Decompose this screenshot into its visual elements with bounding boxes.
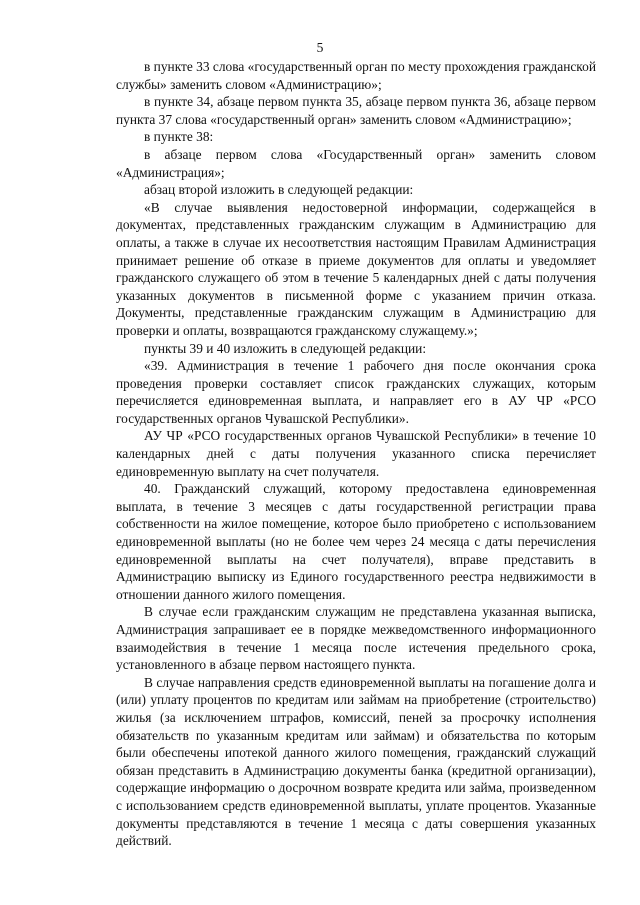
paragraph-1: в пункте 33 слова «государственный орган по месту прохождения гражданской службы» заменить словом «Администрацию»; <box>116 59 596 92</box>
paragraph-7: пункты 39 и 40 изложить в следующей редакции: <box>144 340 427 356</box>
paragraph-2: в пункте 34, абзаце первом пункта 35, абзаце первом пункта 36, абзаце первом пункта 37 слова «государственный орган» заменить словом «Администрацию»; <box>116 94 596 127</box>
document-body <box>116 58 596 850</box>
paragraph-4: в абзаце первом слова «Государственный орган» заменить словом «Администрация»; <box>116 146 596 180</box>
paragraph-6: «В случае выявления недостоверной информации, содержащейся в документах, представленных гражданским служащим в Администрацию для оплаты, а также в случае их несоответствия настоящим Правилам Администрация принимает решение об отказе в приеме документов для оплаты и уведомляет гражданского служащего об этом в течение 5 календарных дней с даты получения указанных документов в письменной форме с указанием причин отказа. Документы, представленные гражданским служащим в Администрацию для проверки и оплаты, возвращаются гражданскому служащему.»; <box>116 199 596 338</box>
paragraph-12: В случае направления средств единовременной выплаты на погашение долга и (или) уплату процентов по кредитам или займам на приобретение (строительство) жилья (за исключением штрафов, комиссий, пеней за просрочку исполнения обязательств по указанным кредитам или займам) и обязательства по которым были обеспечены ипотекой данного жилого помещения, гражданский служащий обязан представить в Администрацию документы банка (кредитной организации), содержащие информацию о досрочном возврате кредита или займа, произведенном с использованием средств единовременной выплаты, уплате процентов. Указанные документы представляются в течение 1 месяца с даты совершения указанных действий. <box>116 674 596 849</box>
paragraph-5: абзац второй изложить в следующей редакции: <box>144 182 414 198</box>
paragraph-10: 40. Гражданский служащий, которому предоставлена единовременная выплата, в течение 3 месяцев с даты государственной регистрации права собственности на жилое помещение, которое было приобретено с использованием единовременной выплаты (но не более чем через 24 месяца с даты перечисления единовременной выплаты на счет получателя), вправе представить в Администрацию выписку из Единого государственного реестра недвижимости в отношении данного жилого помещения. <box>116 481 596 602</box>
paragraph-9: АУ ЧР «РСО государственных органов Чувашской Республики» в течение 10 календарных дней с даты получения указанного списка перечисляет единовременную выплату на счет получателя. <box>116 428 596 479</box>
paragraph-11: В случае если гражданским служащим не представлена указанная выписка, Администрация запрашивает ее в порядке межведомственного информационного взаимодействия в течение 1 месяца после истечения предельного срока, установленного в абзаце первом настоящего пункта. <box>116 604 596 673</box>
page-number: 5 <box>316 40 324 55</box>
paragraph-8: «39. Администрация в течение 1 рабочего дня после окончания срока проведения проверки составляет список гражданских служащих, которым перечисляется единовременная выплата, и направляет его в АУ ЧР «РСО государственных органов Чувашской Республики». <box>116 358 596 426</box>
paragraph-3: в пункте 38: <box>144 129 214 145</box>
